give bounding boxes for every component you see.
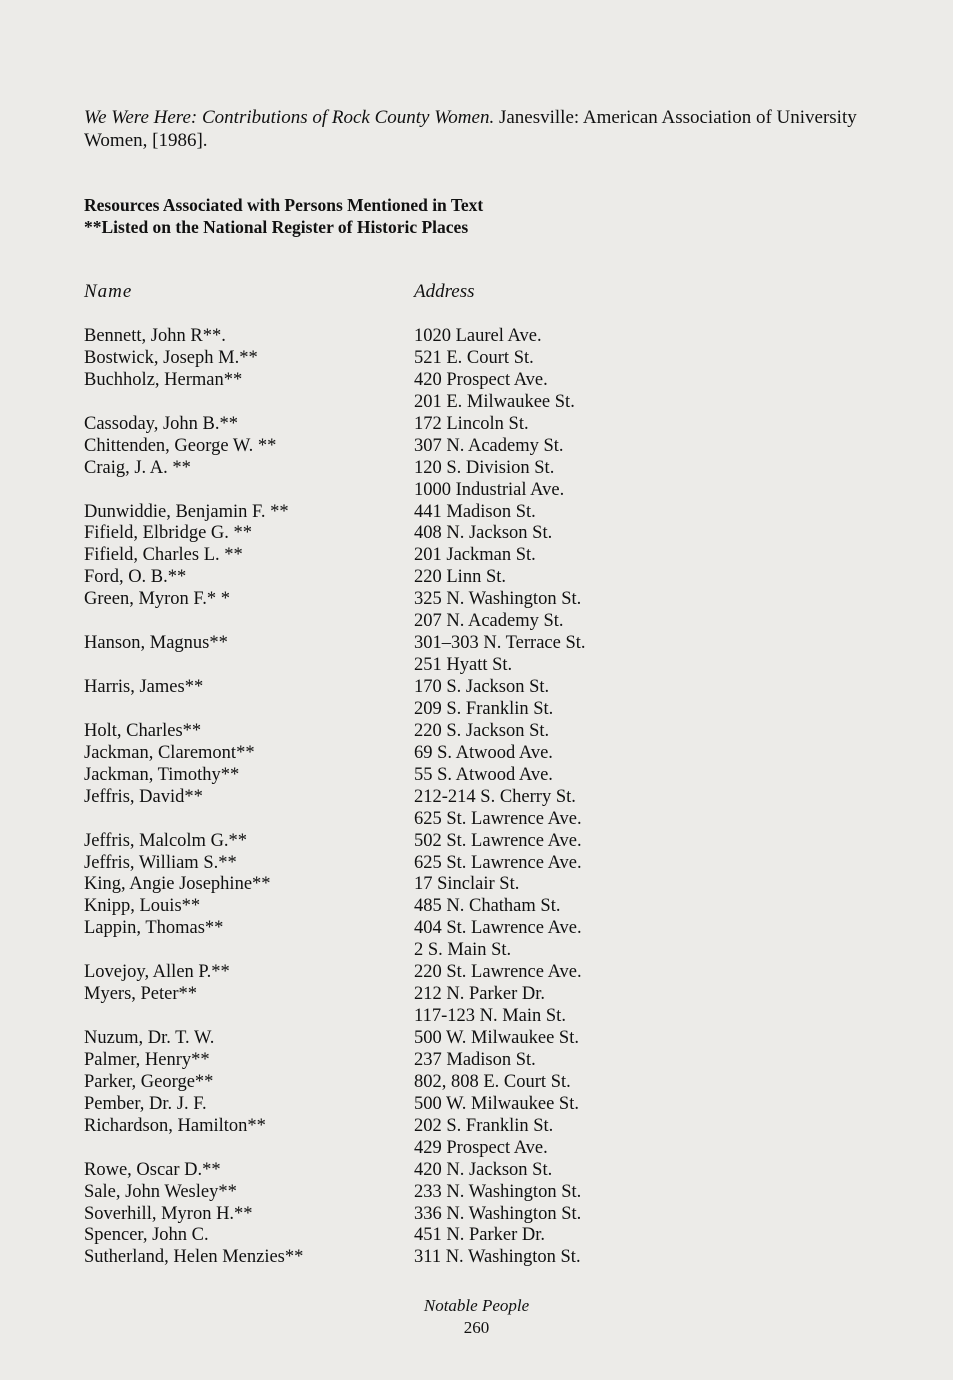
list-item bbox=[84, 983, 784, 1005]
address: 251 Hyatt St. bbox=[414, 655, 513, 676]
list-item bbox=[84, 1115, 784, 1137]
person-name bbox=[84, 939, 414, 961]
list-item bbox=[84, 720, 784, 742]
address: 172 Lincoln St. bbox=[414, 413, 529, 434]
address: 220 S. Jackson St. bbox=[414, 720, 550, 741]
address: 420 Prospect Ave. bbox=[414, 369, 548, 390]
address: 120 S. Division St. bbox=[414, 457, 555, 478]
address: 521 E. Court St. bbox=[414, 347, 534, 368]
list-item bbox=[84, 1093, 784, 1115]
person-name: Fifield, Charles L. ** bbox=[84, 545, 243, 566]
list-item bbox=[84, 676, 784, 698]
list-item bbox=[84, 457, 784, 479]
person-name bbox=[84, 698, 414, 720]
list-item bbox=[84, 632, 784, 654]
person-name: Cassoday, John B.** bbox=[84, 413, 238, 434]
list-item bbox=[84, 566, 784, 588]
person-name: Bostwick, Joseph M.** bbox=[84, 347, 258, 368]
list-item bbox=[84, 1027, 784, 1049]
address: 212 N. Parker Dr. bbox=[414, 984, 546, 1005]
address: 212-214 S. Cherry St. bbox=[414, 786, 576, 807]
address: 625 St. Lawrence Ave. bbox=[414, 852, 582, 873]
list-item bbox=[84, 1159, 784, 1181]
address: 201 Jackman St. bbox=[414, 545, 536, 566]
list-item bbox=[84, 325, 784, 347]
list-item bbox=[84, 654, 784, 676]
address: 201 E. Milwaukee St. bbox=[414, 391, 575, 412]
person-name: Knipp, Louis** bbox=[84, 896, 201, 917]
list-item bbox=[84, 588, 784, 610]
person-name: Fifield, Elbridge G. ** bbox=[84, 523, 253, 544]
list-item bbox=[84, 1224, 784, 1246]
person-name: Jeffris, David** bbox=[84, 786, 203, 807]
person-name: Jeffris, Malcolm G.** bbox=[84, 830, 248, 851]
address: 429 Prospect Ave. bbox=[414, 1137, 548, 1158]
person-name: Lovejoy, Allen P.** bbox=[84, 962, 230, 983]
page-number: 260 bbox=[463, 1318, 490, 1337]
address: 170 S. Jackson St. bbox=[414, 677, 550, 697]
person-name bbox=[84, 654, 414, 676]
address: 55 S. Atwood Ave. bbox=[414, 764, 553, 785]
list-item bbox=[84, 347, 784, 369]
address: 502 St. Lawrence Ave. bbox=[414, 830, 582, 851]
address: 404 St. Lawrence Ave. bbox=[414, 918, 582, 939]
person-name: Green, Myron F.* * bbox=[84, 589, 230, 610]
list-item bbox=[84, 917, 784, 939]
person-name: Myers, Peter** bbox=[84, 984, 198, 1005]
person-name: Hanson, Magnus** bbox=[84, 633, 228, 654]
person-name: Bennett, John R**. bbox=[84, 326, 226, 346]
person-name: Ford, O. B.** bbox=[84, 567, 187, 588]
person-name: Richardson, Hamilton** bbox=[84, 1115, 266, 1136]
list-item bbox=[84, 610, 784, 632]
person-name bbox=[84, 391, 414, 413]
address: 1020 Laurel Ave. bbox=[414, 326, 542, 346]
heading-line-1: Resources Associated with Persons Mentioned in Text bbox=[84, 195, 484, 215]
list-item bbox=[84, 1203, 784, 1225]
list-item bbox=[84, 501, 784, 523]
list-item bbox=[84, 1071, 784, 1093]
person-name: Craig, J. A. ** bbox=[84, 457, 191, 478]
citation bbox=[84, 106, 874, 152]
person-name: Lappin, Thomas** bbox=[84, 918, 224, 939]
person-name bbox=[84, 610, 414, 632]
address: 500 W. Milwaukee St. bbox=[414, 1028, 579, 1048]
person-name: Parker, George** bbox=[84, 1071, 214, 1092]
list-item bbox=[84, 742, 784, 764]
address: 69 S. Atwood Ave. bbox=[414, 742, 553, 763]
list-item bbox=[84, 391, 784, 413]
address: 209 S. Franklin St. bbox=[414, 698, 554, 719]
list-item bbox=[84, 435, 784, 457]
address: 485 N. Chatham St. bbox=[414, 896, 561, 917]
address: 2 S. Main St. bbox=[414, 940, 512, 961]
person-name: Sutherland, Helen Menzies** bbox=[84, 1247, 304, 1268]
address: 117-123 N. Main St. bbox=[414, 1006, 566, 1027]
list-item bbox=[84, 1049, 784, 1071]
person-name: Holt, Charles** bbox=[84, 720, 202, 741]
address: 625 St. Lawrence Ave. bbox=[414, 808, 582, 829]
address: 441 Madison St. bbox=[414, 501, 536, 522]
list-item bbox=[84, 786, 784, 808]
list-item bbox=[84, 852, 784, 874]
list-item bbox=[84, 698, 784, 720]
person-name: Jeffris, William S.** bbox=[84, 852, 237, 873]
address: 202 S. Franklin St. bbox=[414, 1115, 554, 1136]
person-name: Pember, Dr. J. F. bbox=[84, 1093, 207, 1114]
list-item bbox=[84, 1181, 784, 1203]
list-item bbox=[84, 1005, 784, 1027]
list-item bbox=[84, 961, 784, 983]
address: 220 St. Lawrence Ave. bbox=[414, 962, 582, 983]
address: 325 N. Washington St. bbox=[414, 589, 582, 610]
person-name: Sale, John Wesley** bbox=[84, 1181, 237, 1202]
list-item bbox=[84, 522, 784, 544]
list-item bbox=[84, 544, 784, 566]
list-item bbox=[84, 413, 784, 435]
address: 420 N. Jackson St. bbox=[414, 1159, 553, 1180]
person-name: Harris, James** bbox=[84, 677, 204, 697]
person-name: Palmer, Henry** bbox=[84, 1049, 210, 1070]
address: 802, 808 E. Court St. bbox=[414, 1071, 571, 1092]
address: 237 Madison St. bbox=[414, 1049, 536, 1070]
person-name: Soverhill, Myron H.** bbox=[84, 1203, 253, 1224]
list-item bbox=[84, 479, 784, 501]
person-name: Nuzum, Dr. T. W. bbox=[84, 1028, 215, 1048]
person-name: Spencer, John C. bbox=[84, 1225, 209, 1246]
address: 451 N. Parker Dr. bbox=[414, 1225, 546, 1246]
address: 307 N. Academy St. bbox=[414, 435, 564, 456]
list-item bbox=[84, 873, 784, 895]
list-item bbox=[84, 939, 784, 961]
address: 336 N. Washington St. bbox=[414, 1203, 582, 1224]
list-item bbox=[84, 808, 784, 830]
list-item bbox=[84, 895, 784, 917]
person-name: Buchholz, Herman** bbox=[84, 369, 243, 390]
person-name: Rowe, Oscar D.** bbox=[84, 1159, 221, 1180]
person-name bbox=[84, 1137, 414, 1159]
address: 500 W. Milwaukee St. bbox=[414, 1093, 579, 1114]
heading-line-2: **Listed on the National Register of Historic Places bbox=[84, 217, 469, 237]
person-name bbox=[84, 808, 414, 830]
address: 233 N. Washington St. bbox=[414, 1181, 582, 1202]
list-item bbox=[84, 764, 784, 786]
address: 17 Sinclair St. bbox=[414, 874, 520, 895]
citation-publisher: Janesville: American Association of University Women, [1986]. bbox=[84, 107, 857, 151]
resource-list bbox=[84, 325, 784, 1268]
citation-title: We Were Here: Contributions of Rock County Women. bbox=[84, 107, 495, 128]
address: 311 N. Washington St. bbox=[414, 1247, 581, 1268]
person-name: Jackman, Timothy** bbox=[84, 764, 240, 785]
list-item bbox=[84, 369, 784, 391]
list-item bbox=[84, 1137, 784, 1159]
name-column-header: Name bbox=[84, 281, 133, 302]
person-name: Dunwiddie, Benjamin F. ** bbox=[84, 501, 289, 522]
address: 1000 Industrial Ave. bbox=[414, 479, 565, 500]
list-item bbox=[84, 830, 784, 852]
section-heading bbox=[84, 194, 784, 238]
address: 220 Linn St. bbox=[414, 567, 506, 588]
address-column-header: Address bbox=[414, 281, 475, 302]
address: 408 N. Jackson St. bbox=[414, 523, 553, 544]
person-name: Jackman, Claremont** bbox=[84, 742, 255, 763]
address: 301–303 N. Terrace St. bbox=[414, 633, 586, 654]
person-name: King, Angie Josephine** bbox=[84, 874, 271, 895]
address: 207 N. Academy St. bbox=[414, 611, 564, 632]
person-name: Chittenden, George W. ** bbox=[84, 435, 277, 456]
footer-section-title: Notable People bbox=[423, 1296, 530, 1315]
list-item bbox=[84, 1246, 784, 1268]
person-name bbox=[84, 1005, 414, 1027]
person-name bbox=[84, 479, 414, 501]
